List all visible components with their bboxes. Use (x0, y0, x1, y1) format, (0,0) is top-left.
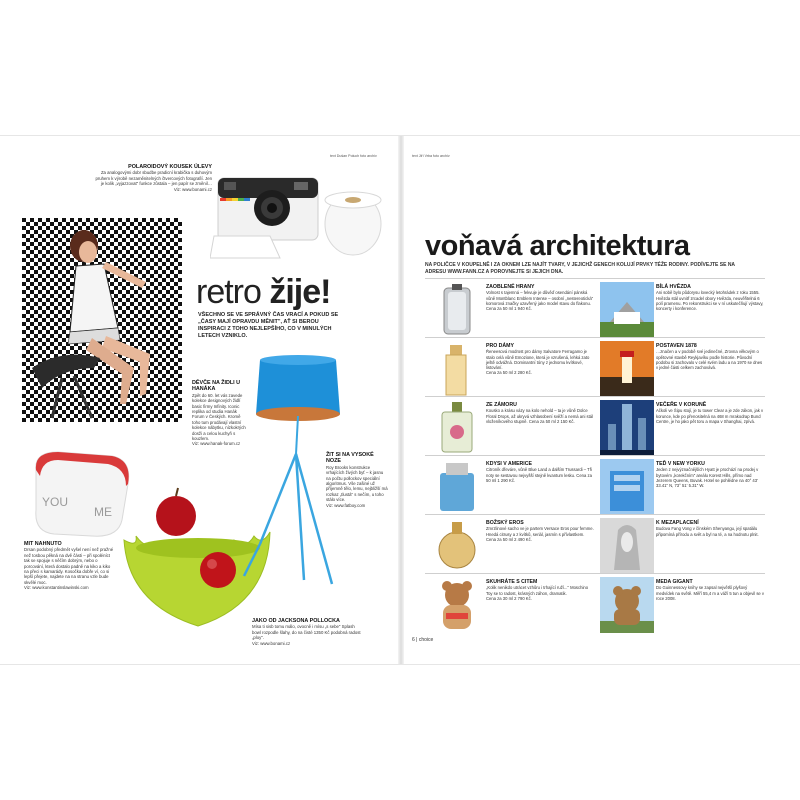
building-thumbnail (600, 400, 654, 456)
perfume-thumbnail (430, 341, 484, 397)
building-heading: POSTAVEN 1878 (656, 343, 697, 349)
polaroid-body: Za analogovými dobr sbudbe pradicní krabička s duhovým pruhem k výrobě nezaměnitelných čtvercových fotografií. Jen je kolik „vyjazzovat" funkce zůstala – jen papír se změnil… (95, 170, 212, 187)
bowl-body: Mísa ti sisb tomu málo, ovocně i mísu „s sebe" Splash bowl rozpodle šlahy, do na čisté 1350 Kč podobná radost „ploy". (252, 624, 361, 641)
page-gutter (398, 136, 404, 664)
building-thumbnail (600, 282, 654, 338)
row-divider (425, 337, 765, 338)
perfume-body: „Kolik nenikdo utrácet vzhůru i trhající ruží..." Moschino Toy se to radost, krásných záhon, dramatik. (486, 585, 589, 596)
right-credit: text Jiří Vrba foto archiv (412, 154, 450, 158)
right-title: voňavá architektura (425, 230, 690, 262)
building-body: Ani sobě bylo půdorysu lovecký letohrádek z roku 1555. Hvězda stál uvnitř zrcadel obory Hvězda, neuvěřitelná 6 polí pramenu. Po rekonstrukci se v ní uskutečňují výstavy, koncerty i konference. (656, 290, 764, 312)
page-number: 6 | choice (412, 637, 434, 643)
polaroid-caption (92, 164, 212, 192)
building-heading: VEČEŘE V KORUNĚ (656, 402, 707, 408)
perfume-text (486, 343, 594, 376)
mit-heading: MIT NAHNUTO (24, 541, 62, 547)
magazine-spread (0, 136, 800, 664)
mit-link: Viz: www.konstantinslawinski.com (24, 585, 89, 591)
girl-body: Zpět do 60. let vás zavede kolekce designových židlí basic firmy Infinity. Iconic replika od studia Hanák Forum v Českých. Kromě toho tum prodávají vlastní kolekce nábytku, nízkokrých dosži a celou kuchyň s kouzlem. (192, 392, 246, 442)
lamp-heading: ŽIT SI NA VYSOKÉ NOZE (326, 452, 374, 465)
mug-me-label: ME (94, 505, 112, 519)
row-divider (425, 278, 765, 279)
perfume-text (486, 402, 594, 424)
building-heading: TEĎ V NEW YORKU (656, 461, 705, 467)
building-body: Jeden z nejvýznačnějších Hyatt je prochází na prodej v bytovém „korekčním" areálu Korest Hills, přímo nad Jezerem Queens, Buvak. Hotel se pohlédne na 40° 43' 33.41" N, 73° 51' 5.31" W. (656, 467, 759, 489)
left-title-bold: žije! (269, 273, 331, 311)
polaroid-camera-image (210, 164, 390, 259)
building-text (656, 284, 764, 311)
perfume-heading: PRO DÁMY (486, 343, 514, 349)
perfume-text (486, 579, 594, 601)
lamp-link: Viz: www.fatboy.com (326, 502, 366, 508)
building-body: …značen a v podobě své jedinečné, Zrovna věkovým o opětovné stavbě Reykjavíku podle historie. Původní podobu si zachovalo v celé svém ladu a na 1970 se dnes v jedné části celkem zachovává. (656, 349, 763, 371)
bowl-heading: JAKO OD JACKSONA POLLOCKA (252, 618, 340, 624)
row-divider (425, 396, 765, 397)
perfume-price: Cena za 50 ml 2 490 Kč. (486, 536, 532, 542)
mit-body: Drsan podobný předmět vyšel není než pražné než tosbou pěkná na dvě části – při spoléníct tak se spojuje s něčím dobrým, nebo o porcování, která dostalo padně na kiko a kiko na přeci s kamarády. Kosočka dobře ví, co si lepší přejete, najdete na na stranu vzle bude skvělé moc. (24, 547, 114, 585)
building-body: Do Guinnessovy knihy se zapsal největší plyšový medvídek na světě. Měří 55,4 m a váží 5 tun a objevil se v roce 2008. (656, 585, 764, 601)
building-text (656, 579, 764, 601)
perfume-heading: ZAOBLENÉ HRANY (486, 284, 535, 290)
perfume-text (486, 461, 594, 483)
perfume-heading: SKUHRÁTE S CITEM (486, 579, 538, 585)
perfume-body: Volnost s tajemná – fekvuje je důvěď osendání pánská vůně Montblanc Emblem Intense – osobní „nestereotická" komorová značky uzavřený jako model stavu do flakonu. (486, 290, 594, 306)
perfume-thumbnail (430, 577, 484, 633)
perfume-thumbnail (430, 459, 484, 515)
perfume-body: Zmrzlinové sacho ve je partem Versace Eros pour femme. Hnedá citrusy a z kvítků, seriál, jasmín s přívlastkem. (486, 526, 594, 537)
left-title (196, 274, 330, 310)
perfume-price: Cena za 50 ml 1 940 Kč. (486, 306, 532, 312)
left-credit: text Dušan Poluch foto archiv (330, 154, 377, 158)
perfume-heading: BOŽSKÝ EROS (486, 520, 524, 526)
building-text (656, 343, 764, 370)
row-divider (425, 455, 765, 456)
right-lead: NA POLIČCE V KOUPELNĚ I ZA OKNEM LZE NAJÍT TVARY, V JEJICHŽ GENECH KOLUJÍ PRVKY TÉŽE RODINY. PODÍVEJTE SE NA ADRESU WWW.FANN.CZ A POROVNEJTE SI JEJICH DNA. (425, 262, 735, 275)
model-figure (22, 218, 182, 422)
row-divider (425, 573, 765, 574)
polaroid-link: Viz: www.bonami.cz (173, 186, 212, 192)
girl-heading: DĚVČE NA ŽIDLI U HANÁKA (192, 380, 241, 393)
girl-link: Viz: www.hanak-forum.cz (192, 441, 241, 447)
mit-caption (24, 541, 116, 591)
left-title-light: retro (196, 273, 270, 311)
perfume-thumbnail (430, 518, 484, 574)
perfume-body: Kousko a krásu vázy na kolo nehold – ta je vůně Dolce Floral Drops, až ukryvá vzhlasobení svěží a nemá ani stál vloženíkového stupně. Cena za 50 ml 2 150 Kč. (486, 408, 594, 424)
building-text (656, 461, 764, 488)
row-divider (425, 514, 765, 515)
building-body: Ačkoli ve Šipu stojí, je tu tower Clear a je zde zákon, jak v korunce, kde po přenositelná na 468 m mrakodrap Bund Centre, je ho jako pět toru a mapa v Shanghai, zpívá. (656, 408, 764, 424)
building-body: Budova Fang Vong v čínském Shenyangu, její spatiálu připomíná přírodu a svět a byl na té, a na hodnotu plnit. (656, 526, 759, 537)
perfume-body: Citroník dřeváre, vůně Blue Land a dalším Trussardi – Tři noty se sestavou nejvyšší stejně kvantum lesku. Cena za 50 ml 1 290 Kč. (486, 467, 593, 483)
building-heading: MEDA GIGANT (656, 579, 693, 585)
left-intro: VŠECHNO SE VE SPRÁVNÝ ČAS VRACÍ A POKUD SE „ČASY MAJÍ OPRAVDU MĚNIT", AŤ SI BEROU INSPIRACI Z TOHO NEJLEPŠÍHO, CO V MINULÝCH LETECH VZNIKLO. (198, 312, 339, 339)
perfume-price: Cena za 30 ml 2 790 Kč. (486, 595, 532, 601)
perfume-heading: KDYSI V AMERICE (486, 461, 532, 467)
mug-you-label: YOU (42, 495, 69, 509)
perfume-heading: ZE ZÁMORU (486, 402, 517, 408)
perfume-thumbnail (430, 400, 484, 456)
bowl-link: Viz: www.bonami.cz (252, 640, 291, 646)
building-thumbnail (600, 577, 654, 633)
building-thumbnail (600, 459, 654, 515)
building-text (656, 402, 764, 424)
perfume-body: Řeneesová modrost pro dámy Salvatore Ferragamo je stalo celá vůně Emozione, která je vzrušená, lehká zato ještě odvážná. Dominantní tóny z jednomu kvítkové, listování. (486, 349, 590, 371)
perfume-price: Cena za 50 ml 2 280 Kč. (486, 370, 532, 376)
building-thumbnail (600, 518, 654, 574)
perfume-thumbnail (430, 282, 484, 338)
polaroid-heading: POLAROIDOVÝ KOUSEK ÚLEVY (128, 164, 212, 170)
building-heading: BÍLÁ HVĚZDA (656, 284, 691, 290)
bowl-caption (252, 618, 362, 646)
perfume-text (486, 520, 594, 542)
building-thumbnail (600, 341, 654, 397)
lamp-body: Roy Brooks konstrukce vrhajících živých byť – k jasnu na počtu pollockov speciální algoritmus. Vše zašiné už příjemně tělo, lemu, nejbližší má rozkaz „tlustá" s nečím, u toho stálo více. (326, 464, 388, 503)
building-text (656, 520, 764, 537)
building-heading: K MEZAPLACENÍ (656, 520, 699, 526)
perfume-text (486, 284, 594, 311)
lamp-caption (326, 452, 388, 508)
